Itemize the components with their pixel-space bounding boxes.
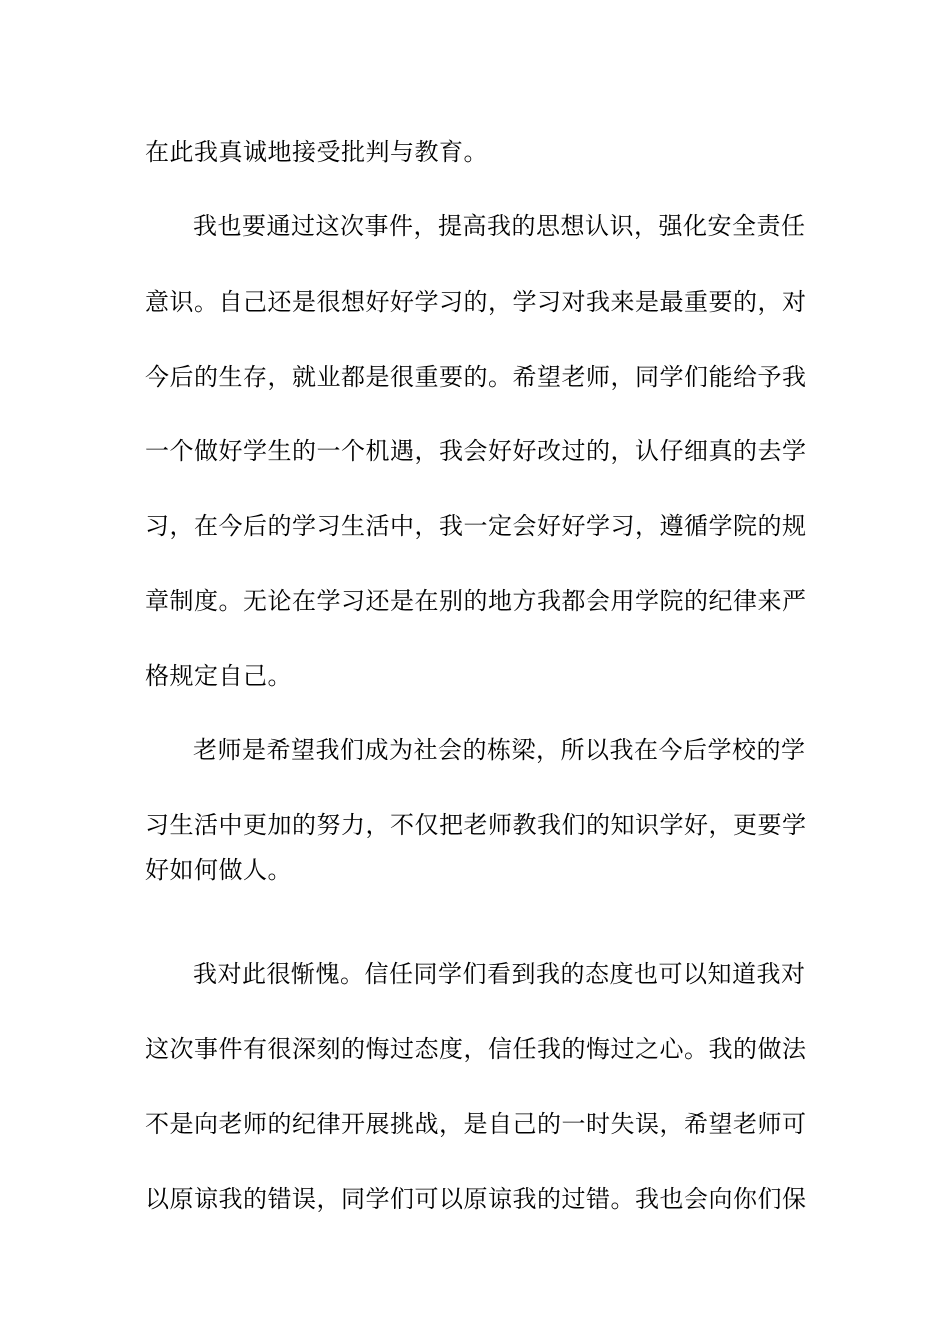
text-line: 习生活中更加的努力，不仅把老师教我们的知识学好，更要学 — [145, 811, 807, 839]
text-line: 今后的生存，就业都是很重要的。希望老师，同学们能给予我 — [145, 363, 807, 391]
text-line: 章制度。无论在学习还是在别的地方我都会用学院的纪律来严 — [145, 587, 807, 615]
text-line: 这次事件有很深刻的悔过态度，信任我的悔过之心。我的做法 — [145, 1035, 807, 1063]
paragraph-first-line: 我也要通过这次事件，提高我的思想认识，强化安全责任 — [193, 212, 806, 240]
text-line: 不是向老师的纪律开展挑战，是自己的一时失误，希望老师可 — [145, 1110, 807, 1138]
text-line: 格规定自己。 — [145, 662, 292, 690]
text-line: 以原谅我的错误，同学们可以原谅我的过错。我也会向你们保 — [145, 1185, 807, 1213]
text-line: 好如何做人。 — [145, 856, 292, 884]
text-line: 在此我真诚地接受批判与教育。 — [145, 138, 488, 166]
text-line: 一个做好学生的一个机遇，我会好好改过的，认仔细真的去学 — [145, 437, 807, 465]
text-line: 意识。自己还是很想好好学习的，学习对我来是最重要的，对 — [145, 288, 807, 316]
paragraph-first-line: 老师是希望我们成为社会的栋梁，所以我在今后学校的学 — [193, 736, 806, 764]
text-line: 习，在今后的学习生活中，我一定会好好学习，遵循学院的规 — [145, 512, 807, 540]
paragraph-first-line: 我对此很惭愧。信任同学们看到我的态度也可以知道我对 — [193, 960, 806, 988]
